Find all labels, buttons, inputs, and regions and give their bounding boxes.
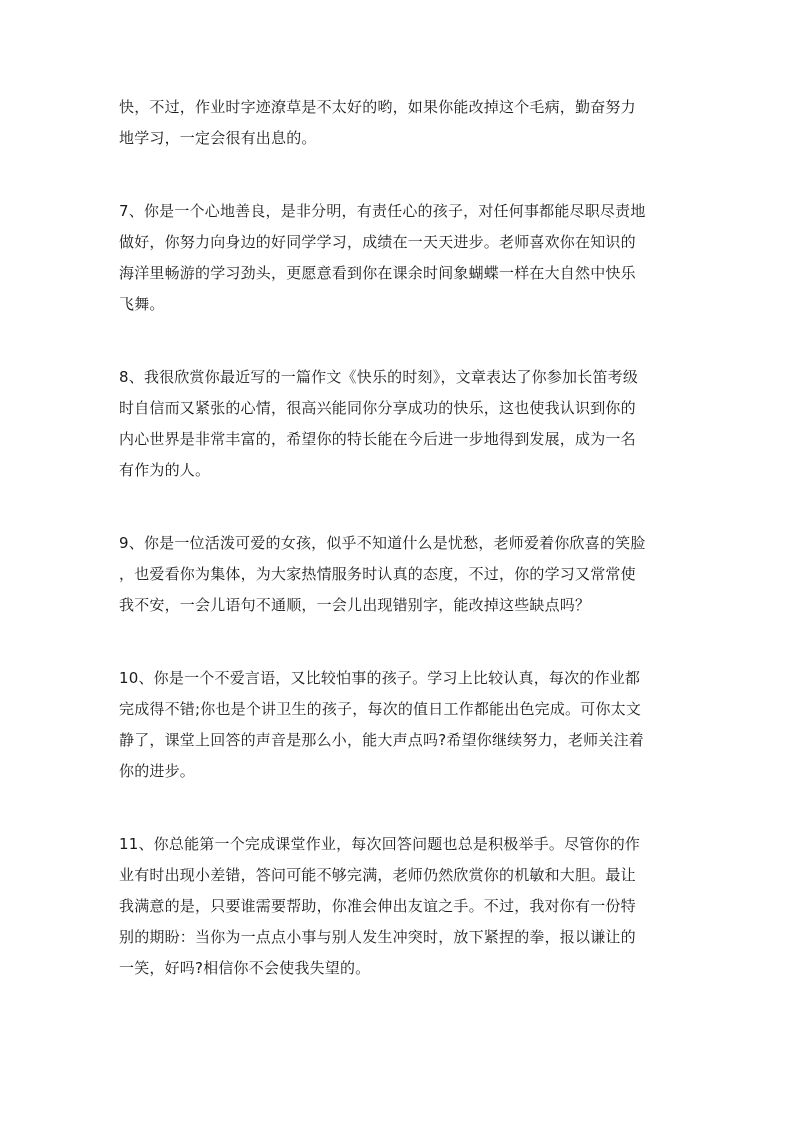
text-line: ，也爱看你为集体，为大家热情服务时认真的态度，不过，你的学习又常常使: [119, 565, 636, 583]
paragraph-comment-10: [119, 663, 679, 787]
document-body: [119, 92, 679, 984]
text-line: 我不安，一会儿语句不通顺，一会儿出现错别字，能改掉这些缺点吗？: [119, 596, 591, 614]
paragraph-comment-8: [119, 362, 679, 486]
text-line: 别的期盼：当你为一点点小事与别人发生冲突时，放下紧捏的拳，报以谦让的: [119, 928, 636, 946]
text-line: 静了，课堂上回答的声音是那么小，能大声点吗?希望你继续努力，老师关注着: [119, 731, 644, 749]
text-line: 内心世界是非常丰富的，希望你的特长能在今后进一步地得到发展，成为一名: [119, 430, 636, 448]
text-line: 8、我很欣赏你最近写的一篇作文《快乐的时刻》，文章表达了你参加长笛考级: [119, 368, 639, 386]
text-line: 9、你是一位活泼可爱的女孩，似乎不知道什么是忧愁，老师爱着你欣喜的笑脸: [119, 534, 646, 552]
text-line: 做好，你努力向身边的好同学学习，成绩在一天天进步。老师喜欢你在知识的: [119, 233, 636, 251]
text-line: 10、你是一个不爱言语，又比较怕事的孩子。学习上比较认真，每次的作业都: [119, 669, 641, 687]
text-line: 业有时出现小差错，答问可能不够完满，老师仍然欣赏你的机敏和大胆。最让: [119, 866, 636, 884]
text-line: 地学习，一定会很有出息的。: [119, 129, 317, 147]
paragraph-comment-9: [119, 528, 679, 621]
text-line: 海洋里畅游的学习劲头，更愿意看到你在课余时间象蝴蝶一样在大自然中快乐: [119, 264, 636, 282]
paragraph-comment-11: [119, 829, 679, 984]
text-line: 有作为的人。: [119, 461, 211, 479]
text-line: 快，不过，作业时字迹潦草是不太好的哟，如果你能改掉这个毛病，勤奋努力: [119, 98, 636, 116]
text-line: 一笑，好吗?相信你不会使我失望的。: [119, 959, 371, 977]
paragraph-continuation: [119, 92, 679, 154]
paragraph-comment-7: [119, 196, 679, 320]
text-line: 完成得不错;你也是个讲卫生的孩子，每次的值日工作都能出色完成。可你太文: [119, 700, 642, 718]
text-line: 11、你总能第一个完成课堂作业，每次回答问题也总是积极举手。尽管你的作: [119, 835, 641, 853]
text-line: 7、你是一个心地善良，是非分明，有责任心的孩子，对任何事都能尽职尽责地: [119, 202, 646, 220]
text-line: 我满意的是，只要谁需要帮助，你准会伸出友谊之手。不过，我对你有一份特: [119, 897, 636, 915]
text-line: 你的进步。: [119, 762, 196, 780]
text-line: 时自信而又紧张的心情，很高兴能同你分享成功的快乐，这也使我认识到你的: [119, 399, 636, 417]
text-line: 飞舞。: [119, 295, 165, 313]
